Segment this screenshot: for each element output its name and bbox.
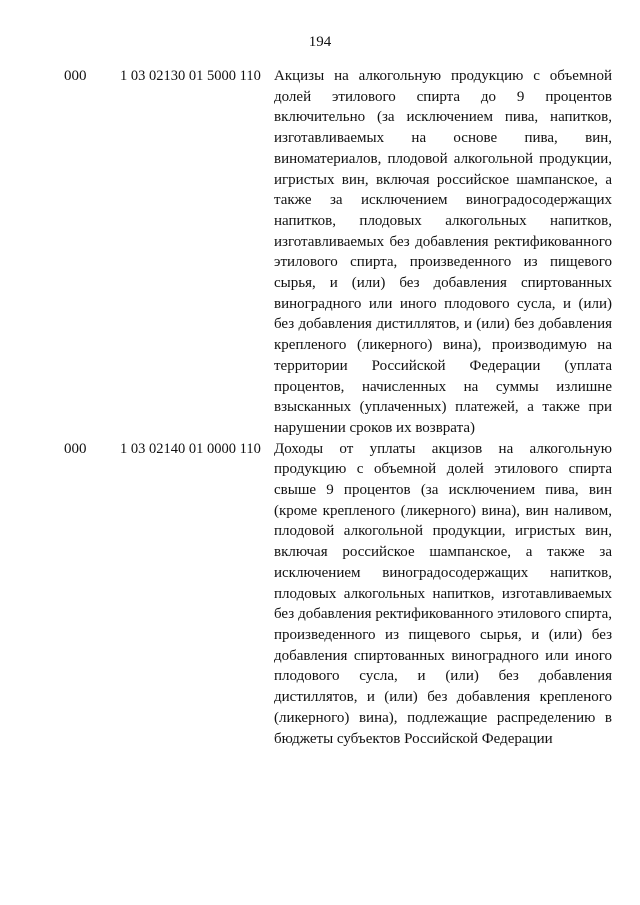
row-description: Доходы от уплаты акцизов на алкогольную продукцию с объемной долей этилового спирта свыше 9 процентов (за исключением пива, вин (кроме крепленого (ликерного) вина), вин наливом, плодовой алкогольной продукции, игристых вин, включая российское шампанское, а также за исключением виноградосодержащих напитков, плодовых алкогольных напитков, изготавливаемых без добавления ректификованного этилового спирта, произведенного из пищевого сырья, и (или) без добавления спиртованных виноградного или иного плодового сусла, и (или) без добавления дистиллятов, и (или) без добавления крепленого (ликерного) вина), подлежащие распределению в бюджеты субъектов Российской Федерации bbox=[274, 440, 612, 747]
row-description: Акцизы на алкогольную продукцию с объемной долей этилового спирта до 9 процентов включительно (за исключением пива, напитков, изготавливаемых на основе пива, вин, виноматериалов, плодовой алкогольной продукции, игристых вин, включая российское шампанское, а также за исключением виноградосодержащих напитков, плодовых алкогольных напитков, изготавливаемых без добавления ректификованного этилового спирта, произведенного из пищевого сырья, и (или) без добавления спиртованных виноградного или иного плодового сусла, и (или) без добавления дистиллятов, и (или) без добавления крепленого (ликерного) вина), производимую на территории Российской Федерации (уплата процентов, начисленных на суммы излишне взысканных (уплаченных) платежей, а также при нарушении сроков их возврата) bbox=[274, 68, 612, 436]
admin-code: 000 bbox=[64, 68, 87, 84]
budget-code: 1 03 02130 01 5000 110 bbox=[120, 68, 261, 84]
table-row bbox=[60, 66, 612, 439]
budget-code: 1 03 02140 01 0000 110 bbox=[120, 440, 261, 457]
budget-classification-table bbox=[60, 66, 612, 749]
table-row bbox=[60, 439, 612, 750]
page-number: 194 bbox=[308, 34, 332, 50]
admin-code: 000 bbox=[64, 440, 87, 457]
